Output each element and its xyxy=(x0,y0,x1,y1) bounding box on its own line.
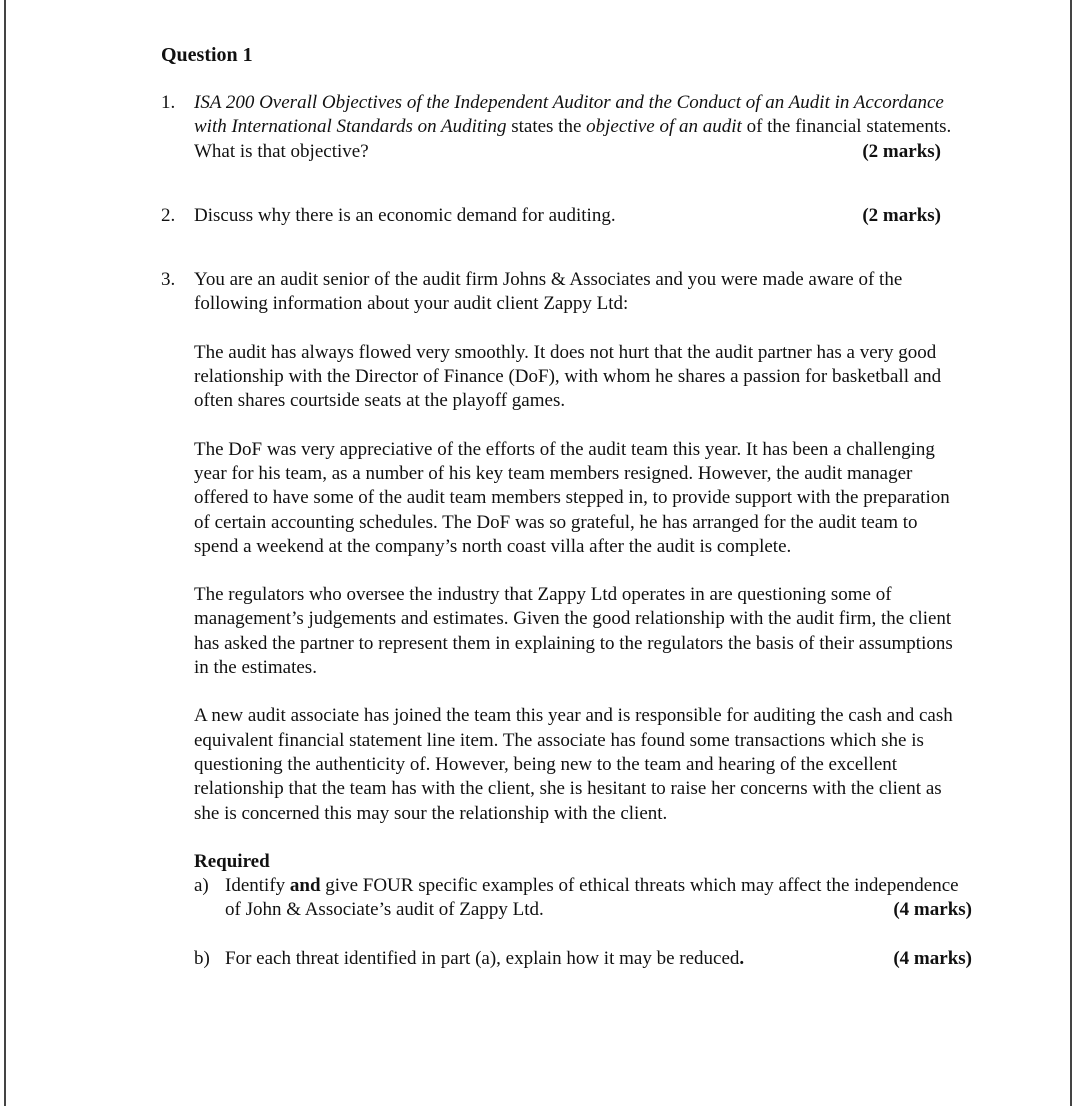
question-1-body xyxy=(194,91,959,164)
part-a-marks: (4 marks) xyxy=(893,899,972,921)
question-1-text-b: of the financial statements. What is that objective? xyxy=(194,116,952,162)
question-1-marks: (2 marks) xyxy=(862,140,941,162)
question-2-marks: (2 marks) xyxy=(862,204,941,226)
objective-term: objective of an audit xyxy=(586,116,742,138)
question-1 xyxy=(161,91,959,164)
scenario-paragraph-3: The regulators who oversee the industry that Zappy Ltd operates in are questioning some of management’s judgements and estimates. Given the good relationship with the audit firm, the client has asked the partner to represent them in explaining to the regulators the basis of their assumptions in the estimates. xyxy=(194,584,953,679)
required-heading: Required xyxy=(194,850,270,872)
question-2 xyxy=(161,204,959,228)
question-content xyxy=(161,42,972,971)
question-2-text: Discuss why there is an economic demand for auditing. xyxy=(194,204,616,226)
part-b-period: . xyxy=(739,947,745,969)
question-1-number: 1. xyxy=(161,92,176,113)
part-b-text: For each threat identified in part (a), explain how it may be reduced xyxy=(225,947,740,969)
scenario-paragraph-2: The DoF was very appreciative of the efforts of the audit team this year. It has been a challenging year for his team, as a number of his key team members resigned. However, the audit manager offered to have some of the audit team members stepped in, to provide support with the preparation of certain accounting schedules. The DoF was so grateful, he has arranged for the audit team to spend a weekend at the company’s north coast villa after the audit is complete. xyxy=(194,438,950,557)
question-1-text-a: states the xyxy=(506,116,587,138)
part-b-label: b) xyxy=(194,947,210,969)
part-a xyxy=(194,874,972,923)
part-b xyxy=(194,947,972,971)
question-heading: Question 1 xyxy=(161,44,253,66)
question-3 xyxy=(161,268,972,971)
part-a-bold-and: and xyxy=(289,875,321,897)
question-3-intro: You are an audit senior of the audit firm Johns & Associates and you were made aware of the following information about your audit client Zappy Ltd: xyxy=(194,269,903,315)
part-a-text-b: give FOUR specific examples of ethical threats which may affect the independence of John & Associate’s audit of Zappy Ltd. xyxy=(225,875,959,921)
question-2-number: 2. xyxy=(161,204,176,226)
isa-title: ISA 200 Overall Objectives of the Independent Auditor and the Conduct of an Audit in Accordance with International Standards on Auditing xyxy=(194,92,944,138)
question-3-body xyxy=(194,268,972,971)
scenario-paragraph-4: A new audit associate has joined the team this year and is responsible for auditing the cash and cash equivalent financial statement line item. The associate has found some transactions which she is questioning the authenticity of. However, being new to the team and hearing of the excellent relationship that the team has with the client, she is hesitant to raise her concerns with the client as she is concerned this may sour the relationship with the client. xyxy=(194,705,953,824)
part-a-text-a: Identify xyxy=(225,875,290,897)
part-b-body xyxy=(225,947,972,971)
part-a-label: a) xyxy=(194,875,209,897)
part-a-body xyxy=(225,874,972,923)
question-3-number: 3. xyxy=(161,269,176,291)
part-b-marks: (4 marks) xyxy=(893,947,972,969)
scenario-paragraph-1: The audit has always flowed very smoothly. It does not hurt that the audit partner has a very good relationship with the Director of Finance (DoF), with whom he shares a passion for basketball and often shares courtside seats at the playoff games. xyxy=(194,341,942,412)
question-2-body xyxy=(194,204,959,228)
